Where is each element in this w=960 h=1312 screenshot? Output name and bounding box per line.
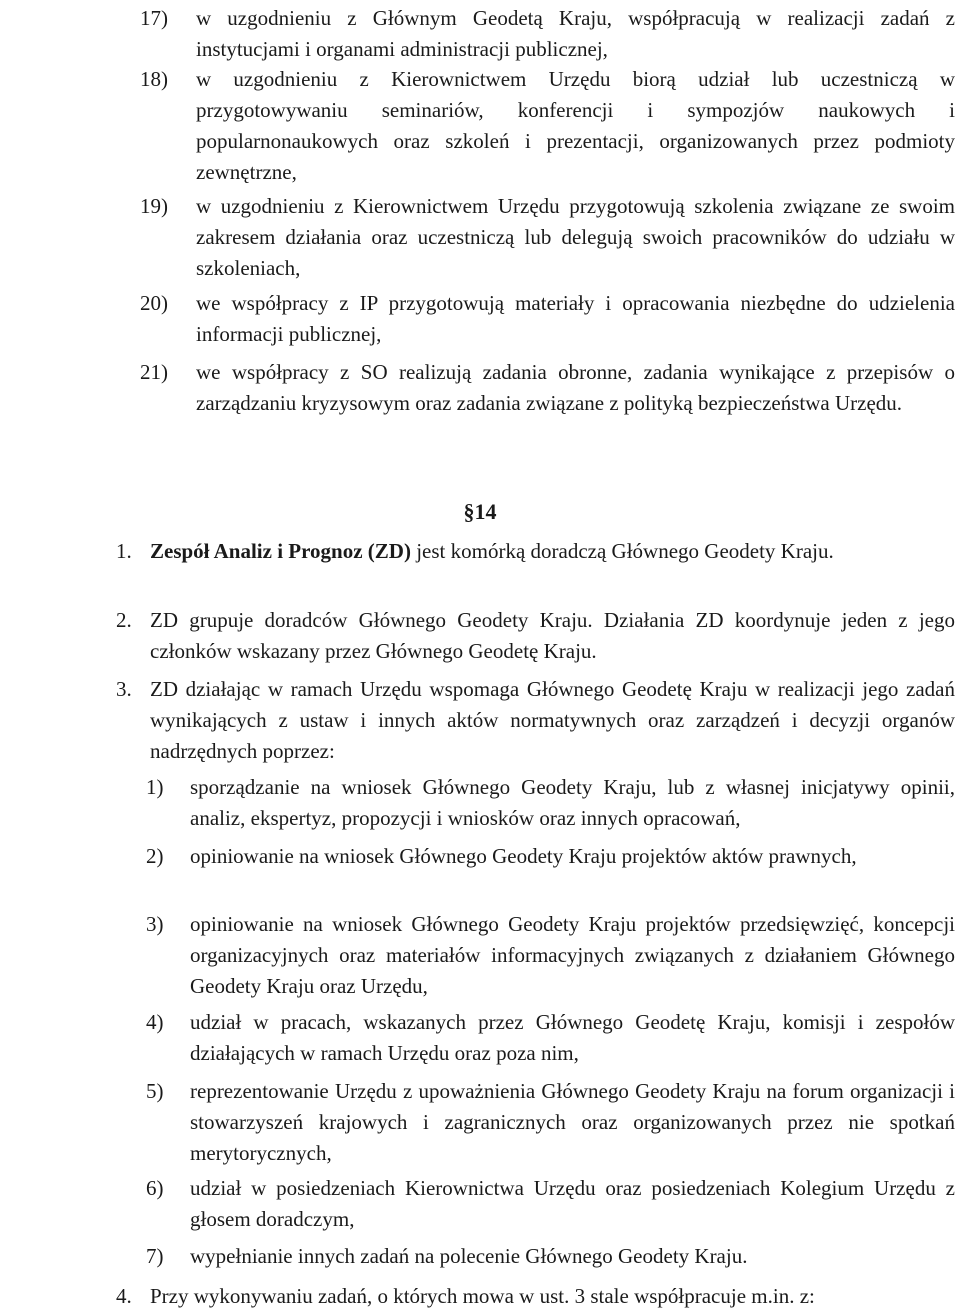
point-text: ZD działając w ramach Urzędu wspomaga Głównego Geodetę Kraju w realizacji jego zadań wynikających z ustaw i innych aktów normatywnych oraz zarządzeń i decyzji organów nadrzędnych poprzez: <box>150 677 955 763</box>
item-text: we współpracy z IP przygotowują materiały i opracowania niezbędne do udzielenia informacji publicznej, <box>196 291 955 346</box>
list-item-17 <box>140 3 955 65</box>
subitem-3 <box>146 909 955 1002</box>
section-heading: §14 <box>463 499 497 524</box>
list-item-20 <box>140 288 955 350</box>
subitem-text: reprezentowanie Urzędu z upoważnienia Głównego Geodety Kraju na forum organizacji i stowarzyszeń krajowych i zagranicznych oraz organizowanych przez nie spotkań merytorycznych, <box>190 1079 955 1165</box>
subitem-2 <box>146 841 955 872</box>
unit-name: Zespół Analiz i Prognoz (ZD) <box>150 539 411 563</box>
subitem-text: wypełnianie innych zadań na polecenie Głównego Geodety Kraju. <box>190 1244 748 1268</box>
subitem-number: 6) <box>146 1176 164 1200</box>
item-number: 17) <box>140 6 168 30</box>
item-number: 18) <box>140 67 168 91</box>
subitem-7 <box>146 1241 955 1272</box>
subitem-text: sporządzanie na wniosek Głównego Geodety Kraju, lub z własnej inicjatywy opinii, analiz, ekspertyz, propozycji i wniosków oraz innych opracowań, <box>190 775 955 830</box>
list-item-18 <box>140 64 955 188</box>
item-number: 20) <box>140 291 168 315</box>
point-number: 3. <box>116 677 132 701</box>
item-text: w uzgodnieniu z Kierownictwem Urzędu przygotowują szkolenia związane ze swoim zakresem działania oraz uczestniczą lub delegują swoich pracowników do udziału w szkoleniach, <box>196 194 955 280</box>
item-text: we współpracy z SO realizują zadania obronne, zadania wynikające z przepisów o zarządzaniu kryzysowym oraz zadania związane z polityką bezpieczeństwa Urzędu. <box>196 360 955 415</box>
subitem-6 <box>146 1173 955 1235</box>
subitem-number: 2) <box>146 844 164 868</box>
point-number: 2. <box>116 608 132 632</box>
subitem-number: 1) <box>146 775 164 799</box>
list-item-21 <box>140 357 955 419</box>
subitem-number: 7) <box>146 1244 164 1268</box>
subitem-text: opiniowanie na wniosek Głównego Geodety Kraju projektów aktów prawnych, <box>190 844 857 868</box>
point-4 <box>116 1281 955 1312</box>
point-number: 4. <box>116 1284 132 1308</box>
subitem-5 <box>146 1076 955 1169</box>
subitem-text: udział w pracach, wskazanych przez Głównego Geodetę Kraju, komisji i zespołów działających w ramach Urzędu oraz poza nim, <box>190 1010 955 1065</box>
point-text: ZD grupuje doradców Głównego Geodety Kraju. Działania ZD koordynuje jeden z jego członków wskazany przez Głównego Geodetę Kraju. <box>150 608 955 663</box>
list-item-19 <box>140 191 955 284</box>
point-3 <box>116 674 955 767</box>
point-2 <box>116 605 955 667</box>
item-number: 19) <box>140 194 168 218</box>
subitem-number: 5) <box>146 1079 164 1103</box>
item-text: w uzgodnieniu z Głównym Geodetą Kraju, współpracują w realizacji zadań z instytucjami i organami administracji publicznej, <box>196 6 955 61</box>
point-1 <box>116 536 955 567</box>
subitem-4 <box>146 1007 955 1069</box>
point-text: Przy wykonywaniu zadań, o których mowa w ust. 3 stale współpracuje m.in. z: <box>150 1284 815 1308</box>
point-text: jest komórką doradczą Głównego Geodety Kraju. <box>410 539 834 563</box>
subitem-number: 4) <box>146 1010 164 1034</box>
subitem-text: udział w posiedzeniach Kierownictwa Urzędu oraz posiedzeniach Kolegium Urzędu z głosem doradczym, <box>190 1176 955 1231</box>
point-number: 1. <box>116 539 132 563</box>
subitem-text: opiniowanie na wniosek Głównego Geodety Kraju projektów przedsięwzięć, koncepcji organizacyjnych oraz materiałów informacyjnych związanych z działaniem Głównego Geodety Kraju oraz Urzędu, <box>190 912 955 998</box>
subitem-number: 3) <box>146 912 164 936</box>
item-text: w uzgodnieniu z Kierownictwem Urzędu biorą udział lub uczestniczą w przygotowywaniu seminariów, konferencji i sympozjów naukowych i popularnonaukowych oraz szkoleń i prezentacji, organizowanych przez podmioty zewnętrzne, <box>196 67 955 184</box>
subitem-1 <box>146 772 955 834</box>
item-number: 21) <box>140 360 168 384</box>
